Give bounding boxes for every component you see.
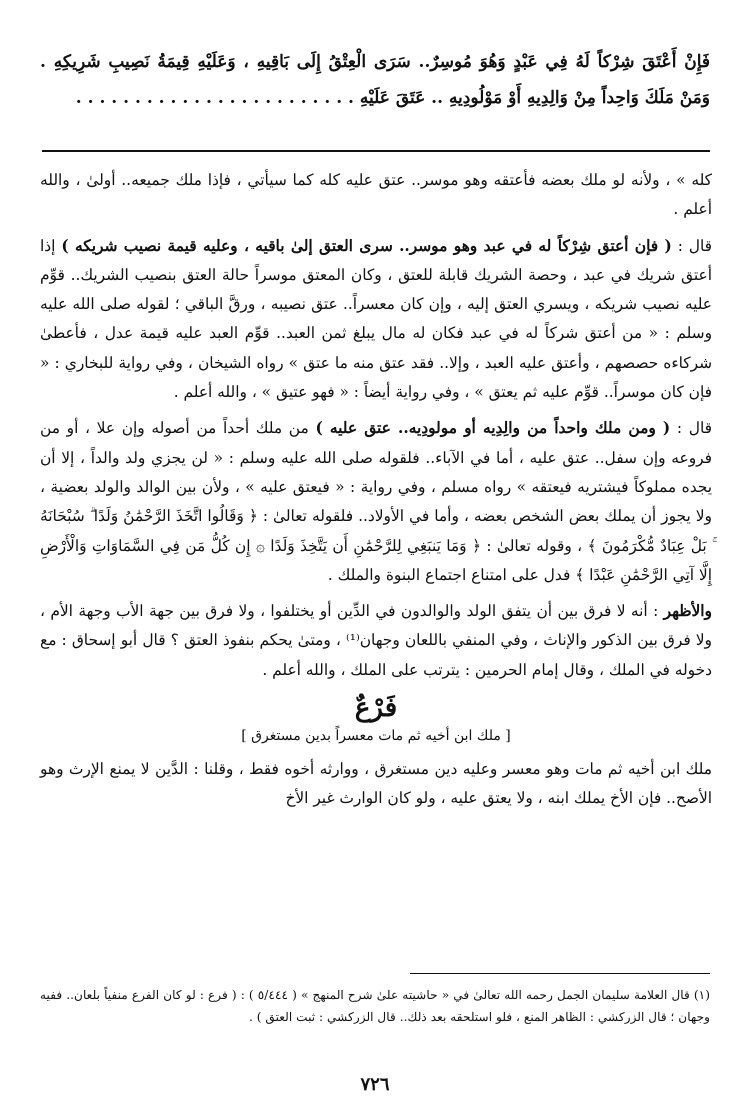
paragraph-2 xyxy=(40,232,712,408)
paragraph-2-quote: ( فإن أعتق شِرْكاً له في عبد وهو موسر.. سرى العتق إلىٰ باقيه ، وعليه قيمة نصيب شريكه ) xyxy=(61,236,672,255)
footnote: (١) قال العلامة سليمان الجمل رحمه الله تعالىٰ في « حاشيته علىٰ شرح المنهج » ( ٥/٤٤٤ ) : ( فرع : لو كان الفرع منفياً بلعان.. ففيه وجهان ؛ قال الزركشي : الظاهر المنع ، فلو استلحقه بعد ذلك.. قال الزركشي : ثبت العتق ) . xyxy=(40,988,710,1024)
paragraph-1: كله » ، ولأنه لو ملك بعضه فأعتقه وهو موسر.. عتق عليه كله كما سيأتي ، فإذا ملك جميعه.. أولىٰ ، والله أعلم . xyxy=(40,171,712,219)
paragraph-5: ملك ابن أخيه ثم مات وهو معسر وعليه دين مستغرق ، ووارثه أخوه فقط ، وقلنا : الدَّين لا يمنع الإرث وهو الأصح.. فإن الأخ يملك ابنه ، ولا يعتق عليه ، ولو كان الوارث غير الأخ xyxy=(40,760,712,808)
paragraph-3 xyxy=(40,414,712,590)
footnote-divider xyxy=(410,973,710,974)
paragraph-3-intro: قال : xyxy=(670,419,712,438)
top-divider xyxy=(42,150,710,152)
section-heading xyxy=(40,691,712,747)
section-title: فَرْعٌ xyxy=(354,693,398,724)
commentary-body xyxy=(40,166,712,814)
page-number: ٧٢٦ xyxy=(360,1074,390,1095)
paragraph-4 xyxy=(40,597,712,685)
section-subtitle: [ ملك ابن أخيه ثم مات معسراً بدين مستغرق ] xyxy=(241,728,511,745)
paragraph-2-intro: قال : xyxy=(671,236,713,255)
paragraph-4-lead: والأظهر xyxy=(663,602,712,621)
paragraph-3-quote: ( ومن ملك واحداً من والِدِيه أو مولودِيه.. عتق عليه ) xyxy=(315,419,671,438)
matn-text: فَإِنْ أَعْتَقَ شِرْكاً لَهُ فِي عَبْدٍ وَهُوَ مُوسِرٌ.. سَرَى الْعِتْقُ إِلَى بَاقِيهِ ، وَعَلَيْهِ قِيمَةُ نَصِيبِ شَرِيكِهِ . وَمَنْ مَلَكَ وَاحِداً مِنْ وَالِدِيهِ أَوْ مَوْلُودِيهِ .. عَتَقَ عَلَيْهِ . . . . . . . . . . . . . . . . . . . . . . . . xyxy=(40,52,710,108)
paragraph-4-rest: : أنه لا فرق بين أن يتفق الولد والوالدون في الدِّين أو يختلفوا ، ولا فرق بين جهة الأب وجهة الأم ، ولا فرق بين الذكور والإناث ، وفي المنفي باللعان وجهان⁽¹⁾ ، ومتىٰ يحكم بنفوذ العتق ؟ قال أبو إسحاق : مع دخوله في الملك ، وقال إمام الحرمين : يترتب على الملك ، والله أعلم . xyxy=(40,602,712,679)
paragraph-3-rest: من ملك أحداً من أصوله وإن علا ، أو من فروعه وإن سفل.. عتق عليه ، أما في الآباء.. فلقوله صلى الله عليه وسلم : « لن يجزي ولد والداً ، إلا أن يجده مملوكاً فيشتريه فيعتقه » رواه مسلم ، وفي رواية : « فيعتق عليه » ، ولأن بين الوالد والولد بعضية ، ولا يجوز أن يملك بعض الشخص بعضه ، وأما في الأولاد.. فلقوله تعالىٰ : ﴿ وَقَالُوا اتَّخَذَ الرَّحْمَٰنُ وَلَدًا ۗ سُبْحَانَهُ ۚ بَلْ عِبَادٌ مُّكْرَمُونَ ﴾ ، وقوله تعالىٰ : ﴿ وَمَا يَنبَغِي لِلرَّحْمَٰنِ أَن يَتَّخِذَ وَلَدًا ۞ إِن كُلُّ مَن فِي السَّمَاوَاتِ وَالْأَرْضِ إِلَّا آتِي الرَّحْمَٰنِ عَبْدًا ﴾ فدل على امتناع اجتماع البنوة والملك . xyxy=(40,419,712,584)
paragraph-2-rest: إذا أعتق شريك في عبد ، وحصة الشريك قابلة للعتق ، وكان المعتق موسراً حالة العتق بنصيب الشريك.. قوِّم عليه نصيب شريكه ، ويسري العتق إليه ، وإن كان معسراً.. عتق نصيبه ، ورقَّ الباقي ؛ لقوله صلى الله عليه وسلم : « من أعتق شركاً له في عبد فكان له مال يبلغ ثمن العبد.. قوِّم العبد عليه قيمة عدل ، فأعطىٰ شركاءه حصصهم ، وأعتق عليه العبد ، وإلا.. فقد عتق منه ما عتق » رواه الشيخان ، وفي رواية للبخاري : « فإن كان موسراً.. قوِّم عليه ثم يعتق » ، وفي رواية أيضاً : « فهو عتيق » ، والله أعلم . xyxy=(40,236,712,402)
